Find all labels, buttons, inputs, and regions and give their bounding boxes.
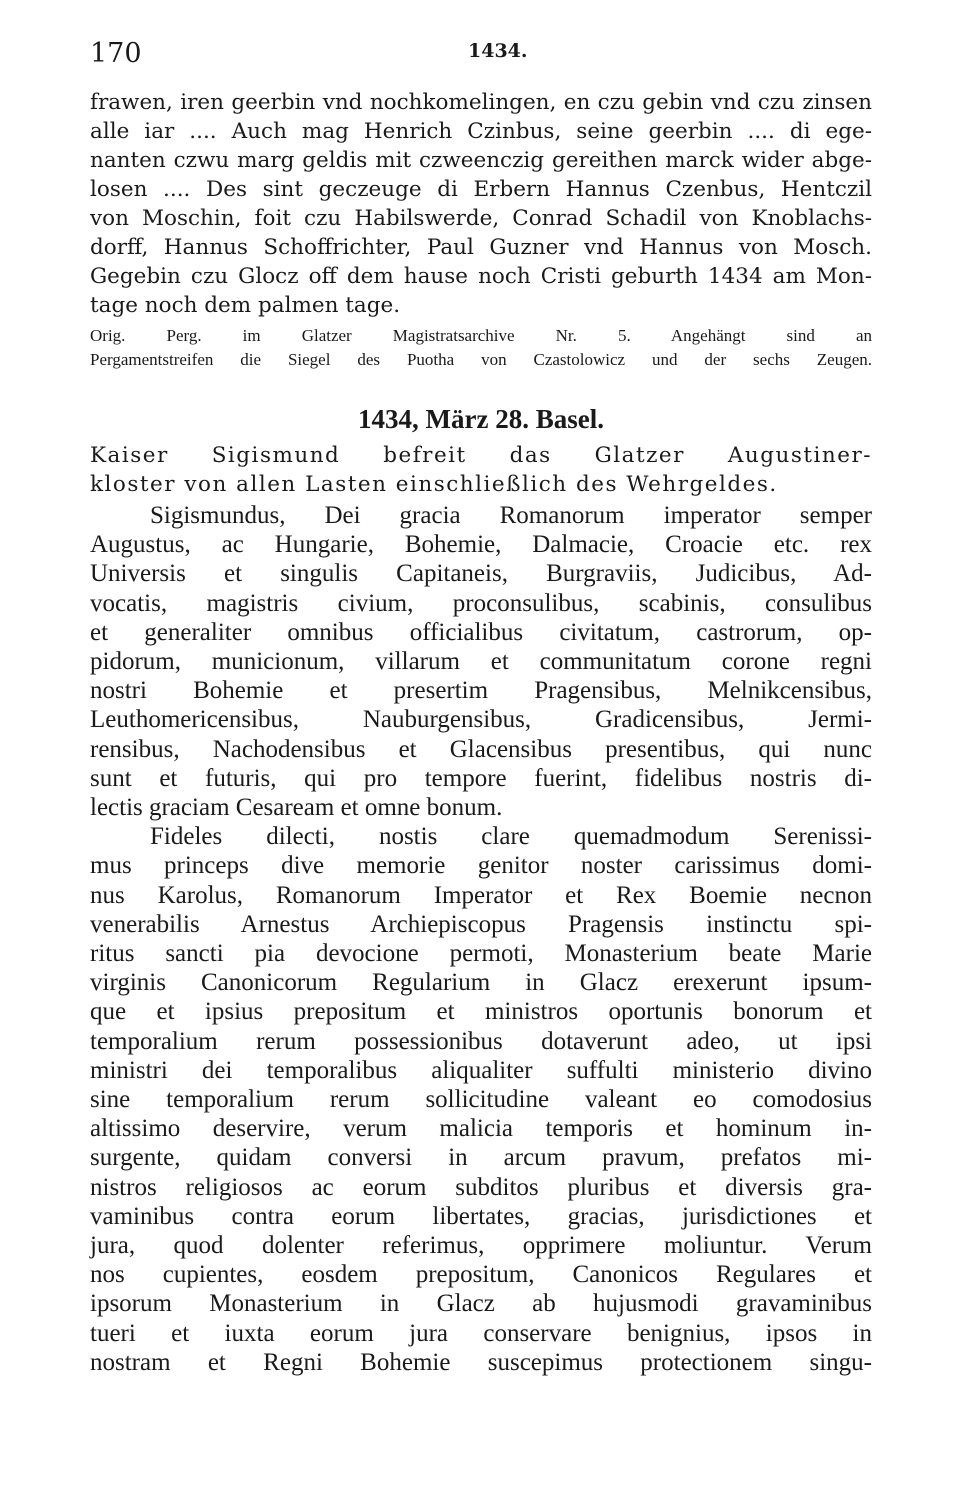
body-line: tueri et iuxta eorum jura conservare benignius, ipsos in [90, 1319, 872, 1347]
source-note-line: Orig. Perg. im Glatzer Magistratsarchive Nr. 5. Angehängt sind an [90, 326, 872, 345]
previous-document-text [90, 88, 872, 320]
book-page [90, 28, 872, 1377]
body-line: rensibus, Nachodensibus et Glacensibus presentibus, qui nunc [90, 735, 872, 763]
body-line: Sigismundus, Dei gracia Romanorum imperator semper [150, 502, 872, 529]
body-line: nistros religiosos ac eorum subditos pluribus et diversis gra- [90, 1173, 872, 1201]
text-line: dorff, Hannus Schoffrichter, Paul Guzner vnd Hannus von Mosch. [90, 235, 872, 260]
document-body [90, 501, 872, 1377]
running-head-year: 1434. [468, 40, 528, 62]
text-line: alle iar .... Auch mag Henrich Czinbus, seine geerbin .... di ege- [90, 119, 872, 144]
body-line: altissimo deservire, verum malicia temporis et hominum in- [90, 1115, 872, 1143]
running-head [90, 28, 872, 78]
body-line: sine temporalium rerum sollicitudine valeant eo comodosius [90, 1086, 872, 1114]
document-heading: 1434, März 28. Basel. [358, 404, 604, 434]
text-line: frawen, iren geerbin vnd nochkomelingen, en czu gebin vnd czu zinsen [90, 90, 872, 115]
body-line: surgente, quidam conversi in arcum pravum, prefatos mi- [90, 1144, 872, 1172]
body-line: ministri dei temporalibus aliqualiter suffulti ministerio divino [90, 1056, 872, 1084]
body-line: Augustus, ac Hungarie, Bohemie, Dalmacie, Croacie etc. rex [90, 531, 872, 559]
text-line: losen .... Des sint geczeuge di Erbern Hannus Czenbus, Hentczil [90, 177, 872, 202]
body-line: pidorum, municionum, villarum et communitatum corone regni [90, 648, 872, 676]
body-line: Leuthomericensibus, Nauburgensibus, Gradicensibus, Jermi- [90, 706, 872, 734]
text-line: Gegebin czu Glocz off dem hause noch Cristi geburth 1434 am Mon- [90, 264, 872, 289]
body-line: nostri Bohemie et presertim Pragensibus, Melnikcensibus, [90, 677, 872, 705]
summary-line: kloster von allen Lasten einschließlich des Wehrgeldes. [90, 472, 778, 497]
source-note-line: Pergamentstreifen die Siegel des Puotha von Czastolowicz und der sechs Zeugen. [90, 350, 872, 369]
body-line: jura, quod dolenter referimus, opprimere moliuntur. Verum [90, 1232, 872, 1260]
body-line: ritus sancti pia devocione permoti, Monasterium beate Marie [90, 940, 872, 968]
body-line: virginis Canonicorum Regularium in Glacz erexerunt ipsum- [90, 969, 872, 997]
text-line: nanten czwu marg geldis mit czweenczig gereithen marck wider abge- [90, 148, 872, 173]
summary-line: Kaiser Sigismund befreit das Glatzer Augustiner- [90, 443, 872, 468]
body-line: nos cupientes, eosdem prepositum, Canonicos Regulares et [90, 1261, 872, 1289]
body-line: Universis et singulis Capitaneis, Burgraviis, Judicibus, Ad- [90, 560, 872, 588]
body-line: et generaliter omnibus officialibus civitatum, castrorum, op- [90, 618, 872, 646]
body-line: vaminibus contra eorum libertates, gracias, jurisdictiones et [90, 1202, 872, 1230]
body-line: mus princeps dive memorie genitor noster carissimus domi- [90, 852, 872, 880]
document-summary [90, 441, 872, 499]
body-line: vocatis, magistris civium, proconsulibus, scabinis, consulibus [90, 589, 872, 617]
body-line: nus Karolus, Romanorum Imperator et Rex Boemie necnon [90, 881, 872, 909]
body-line: nostram et Regni Bohemie suscepimus protectionem singu- [90, 1348, 872, 1376]
text-line: tage noch dem palmen tage. [90, 293, 401, 318]
body-line: lectis graciam Cesaream et omne bonum. [90, 794, 503, 822]
page-number: 170 [90, 38, 142, 69]
body-line: temporalium rerum possessionibus dotaverunt adeo, ut ipsi [90, 1027, 872, 1055]
text-line: von Moschin, foit czu Habilswerde, Conrad Schadil von Knoblachs- [90, 206, 872, 231]
body-line: ipsorum Monasterium in Glacz ab hujusmodi gravaminibus [90, 1290, 872, 1318]
source-note [90, 324, 872, 372]
body-line: sunt et futuris, qui pro tempore fuerint, fidelibus nostris di- [90, 764, 872, 792]
body-line: Fideles dilecti, nostis clare quemadmodum Serenissi- [150, 823, 872, 851]
body-line: que et ipsius prepositum et ministros oportunis bonorum et [90, 998, 872, 1026]
body-line: venerabilis Arnestus Archiepiscopus Pragensis instinctu spi- [90, 910, 872, 938]
